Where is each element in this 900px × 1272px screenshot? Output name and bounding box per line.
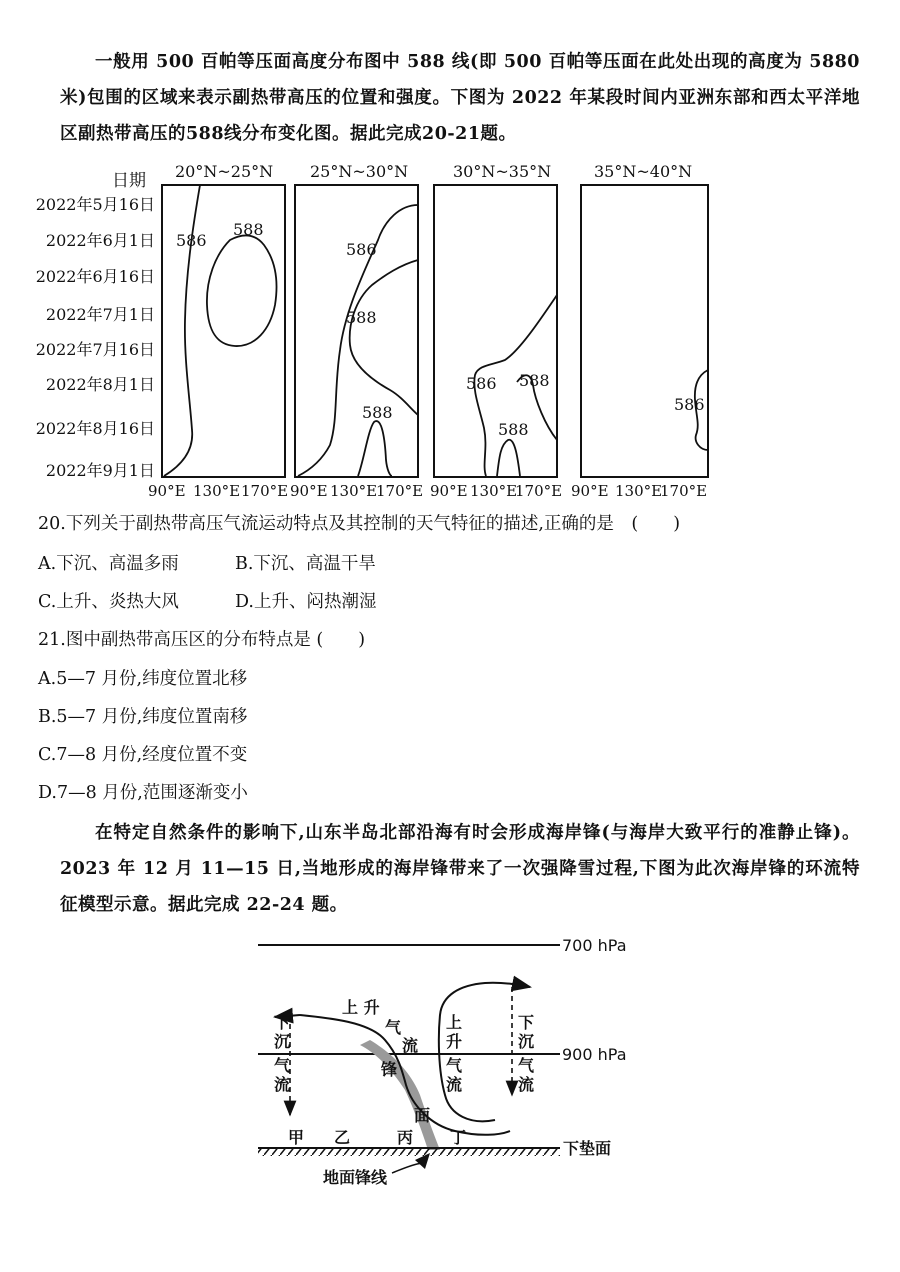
right-sink-3: 气 [518,1056,535,1075]
date-label: 2022年7月16日 [35,340,155,359]
right-sink-1: 下 [518,1013,535,1032]
panel1-label-588: 588 [233,220,264,239]
panel2-588-lower [358,421,392,476]
panel-frame-3 [434,185,557,477]
q21-option-a: A.5—7 月份,纬度位置北移 [38,669,248,689]
place-ding: 丁 [450,1128,467,1147]
panel2-label-586: 586 [346,240,377,259]
left-sink-3: 气 [274,1056,291,1075]
panel3-label-588: 588 [519,371,550,390]
panel2-label-588: 588 [346,308,377,327]
label-700hpa: 700 hPa [562,936,627,955]
date-label: 2022年5月16日 [35,195,155,214]
surface-label: 下垫面 [563,1139,612,1158]
place-jia: 甲 [288,1128,305,1147]
place-yi: 乙 [334,1128,351,1147]
p2-xtick-90: 90°E [290,482,328,500]
liu-label: 流 [402,1036,419,1055]
panel2-label-588b: 588 [362,403,393,422]
panel1-588-contour [207,235,277,346]
date-label: 2022年6月1日 [45,231,155,250]
q20-option-b: B.下沉、高温干旱 [235,554,376,574]
date-label: 2022年6月16日 [35,267,155,286]
panel4-label-586: 586 [674,395,705,414]
q21-option-b: B.5—7 月份,纬度位置南移 [38,707,248,727]
panel-title-4: 35°N~40°N [594,162,693,181]
coastal-front-figure [0,925,900,1205]
intro-paragraph-1: 一般用 500 百帕等压面高度分布图中 588 线(即 500 百帕等压面在此处出现的高度为 5880 米)包围的区域来表示副热带高压的位置和强度。下图为 2022 年某段时间内亚洲东部和西太平洋地区副热带高压的588线分布变化图。据此完成20-21题。 [60,52,860,144]
panel3-label-588b: 588 [498,420,529,439]
p2-xtick-130: 130°E [330,482,378,500]
mian-label: 面 [414,1106,431,1125]
panel-title-2: 25°N~30°N [310,162,409,181]
date-label: 2022年8月16日 [35,419,155,438]
q20-option-c: C.上升、炎热大风 [38,592,179,612]
p1-xtick-130: 130°E [193,482,241,500]
panel-title-3: 30°N~35°N [453,162,552,181]
surface-front-label: 地面锋线 [323,1168,388,1187]
rise-3: 气 [446,1056,463,1075]
p1-xtick-90: 90°E [148,482,186,500]
panel-frame-4 [581,185,708,477]
p3-xtick-90: 90°E [430,482,468,500]
panel3-label-586: 586 [466,374,497,393]
left-sink-2: 沉 [274,1032,291,1051]
p2-xtick-170: 170°E [376,482,424,500]
q20-option-a: A.下沉、高温多雨 [38,554,179,574]
rising-loop [439,983,530,1121]
p4-xtick-130: 130°E [615,482,663,500]
place-bing: 丙 [397,1128,414,1147]
left-sink-1: 下 [274,1013,291,1032]
left-sink-4: 流 [274,1075,291,1094]
front-pointer [392,1163,422,1173]
rise-1: 上 [446,1013,463,1032]
panel-frame-2 [295,185,418,477]
rise-4: 流 [446,1075,463,1094]
panel1-label-586: 586 [176,231,207,250]
p3-xtick-170: 170°E [515,482,563,500]
q21-stem: 21.图中副热带高压区的分布特点是 ( ) [38,630,366,650]
p4-xtick-170: 170°E [660,482,708,500]
date-label: 2022年9月1日 [45,461,155,480]
label-900hpa: 900 hPa [562,1045,627,1064]
p1-xtick-170: 170°E [241,482,289,500]
right-sink-2: 沉 [518,1032,535,1051]
date-label: 2022年8月1日 [45,375,155,394]
subtropical-high-figure [0,160,900,500]
intro-paragraph-2: 在特定自然条件的影响下,山东半岛北部沿海有时会形成海岸锋(与海岸大致平行的准静止锋)。2023 年 12 月 11—15 日,当地形成的海岸锋带来了一次强降雪过程,下图为此次海岸锋的环流特征模型示意。据此完成 22-24 题。 [60,823,860,915]
q20-stem: 20.下列关于副热带高压气流运动特点及其控制的天气特征的描述,正确的是 ( ) [38,514,681,534]
top-rising-label: 上 升 [342,998,380,1017]
right-sink-4: 流 [518,1075,535,1094]
q21-option-c: C.7—8 月份,经度位置不变 [38,745,248,765]
qi-label: 气 [385,1018,402,1037]
date-header: 日期 [112,171,146,191]
feng-label: 锋 [381,1060,398,1079]
q20-option-d: D.上升、闷热潮湿 [235,592,377,612]
panel-frame-1 [162,185,285,477]
date-label: 2022年7月1日 [45,305,155,324]
panel3-588-lower [497,440,520,476]
ground-hatch [258,1148,560,1156]
q21-option-d: D.7—8 月份,范围逐渐变小 [38,783,248,803]
rise-2: 升 [446,1032,463,1051]
panel-title-1: 20°N~25°N [175,162,274,181]
p3-xtick-130: 130°E [470,482,518,500]
p4-xtick-90: 90°E [571,482,609,500]
panel1-586-line [164,185,200,476]
